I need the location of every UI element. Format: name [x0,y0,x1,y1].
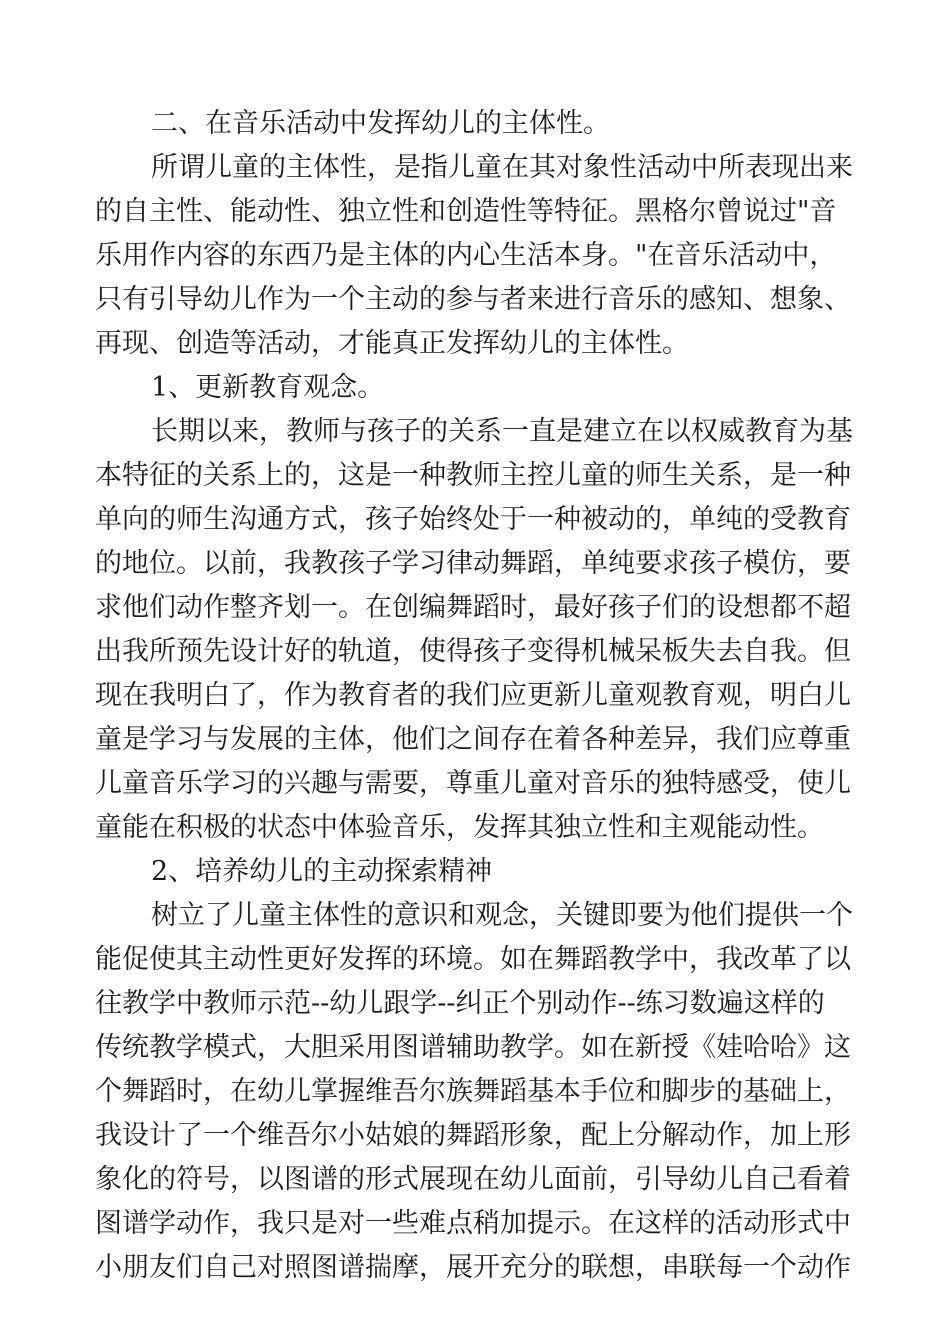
paragraph-line: 传统教学模式，大胆采用图谱辅助教学。如在新授《娃哈哈》这 [95,1032,851,1063]
paragraph-line: 再现、创造等活动，才能真正发挥幼儿的主体性。 [95,328,689,359]
paragraph-line: 儿童音乐学习的兴趣与需要，尊重儿童对音乐的独特感受，使儿 [95,768,851,799]
paragraph-line: 树立了儿童主体性的意识和观念，关键即要为他们提供一个 [151,900,853,931]
paragraph-line: 所谓儿童的主体性，是指儿童在其对象性活动中所表现出来 [151,152,853,183]
paragraph-line: 只有引导幼儿作为一个主动的参与者来进行音乐的感知、想象、 [95,284,851,315]
paragraph-line: 往教学中教师示范--幼儿跟学--纠正个别动作--练习数遍这样的 [95,988,825,1019]
paragraph-line: 单向的师生沟通方式，孩子始终处于一种被动的，单纯的受教育 [95,504,851,535]
paragraph-line: 能促使其主动性更好发挥的环境。如在舞蹈教学中，我改革了以 [95,944,851,975]
paragraph-line: 的地位。以前，我教孩子学习律动舞蹈，单纯要求孩子模仿，要 [95,548,851,579]
subsection-heading: 1、更新教育观念。 [151,372,385,403]
paragraph-line: 出我所预先设计好的轨道，使得孩子变得机械呆板失去自我。但 [95,636,851,667]
body-text [95,102,855,1290]
paragraph-line: 乐用作内容的东西乃是主体的内心生活本身。"在音乐活动中， [95,240,837,271]
paragraph-line: 图谱学动作，我只是对一些难点稍加提示。在这样的活动形式中 [95,1208,851,1239]
paragraph-line: 现在我明白了，作为教育者的我们应更新儿童观教育观，明白儿 [95,680,851,711]
paragraph-line: 求他们动作整齐划一。在创编舞蹈时，最好孩子们的设想都不超 [95,592,851,623]
section-heading: 二、在音乐活动中发挥幼儿的主体性。 [151,108,610,139]
subsection-heading: 2、培养幼儿的主动探索精神 [151,856,493,887]
paragraph-line: 我设计了一个维吾尔小姑娘的舞蹈形象，配上分解动作，加上形 [95,1120,851,1151]
paragraph-line: 的自主性、能动性、独立性和创造性等特征。黑格尔曾说过"音 [95,196,837,227]
paragraph-line: 童能在积极的状态中体验音乐，发挥其独立性和主观能动性。 [95,812,824,843]
paragraph-line: 象化的符号，以图谱的形式展现在幼儿面前，引导幼儿自己看着 [95,1164,851,1195]
paragraph-line: 小朋友们自己对照图谱揣摩，展开充分的联想，串联每一个动作 [95,1252,851,1283]
paragraph-line: 本特征的关系上的，这是一种教师主控儿童的师生关系，是一种 [95,460,851,491]
paragraph-line: 长期以来，教师与孩子的关系一直是建立在以权威教育为基 [151,416,853,447]
paragraph-line: 童是学习与发展的主体，他们之间存在着各种差异，我们应尊重 [95,724,851,755]
paragraph-line: 个舞蹈时，在幼儿掌握维吾尔族舞蹈基本手位和脚步的基础上， [95,1076,851,1107]
